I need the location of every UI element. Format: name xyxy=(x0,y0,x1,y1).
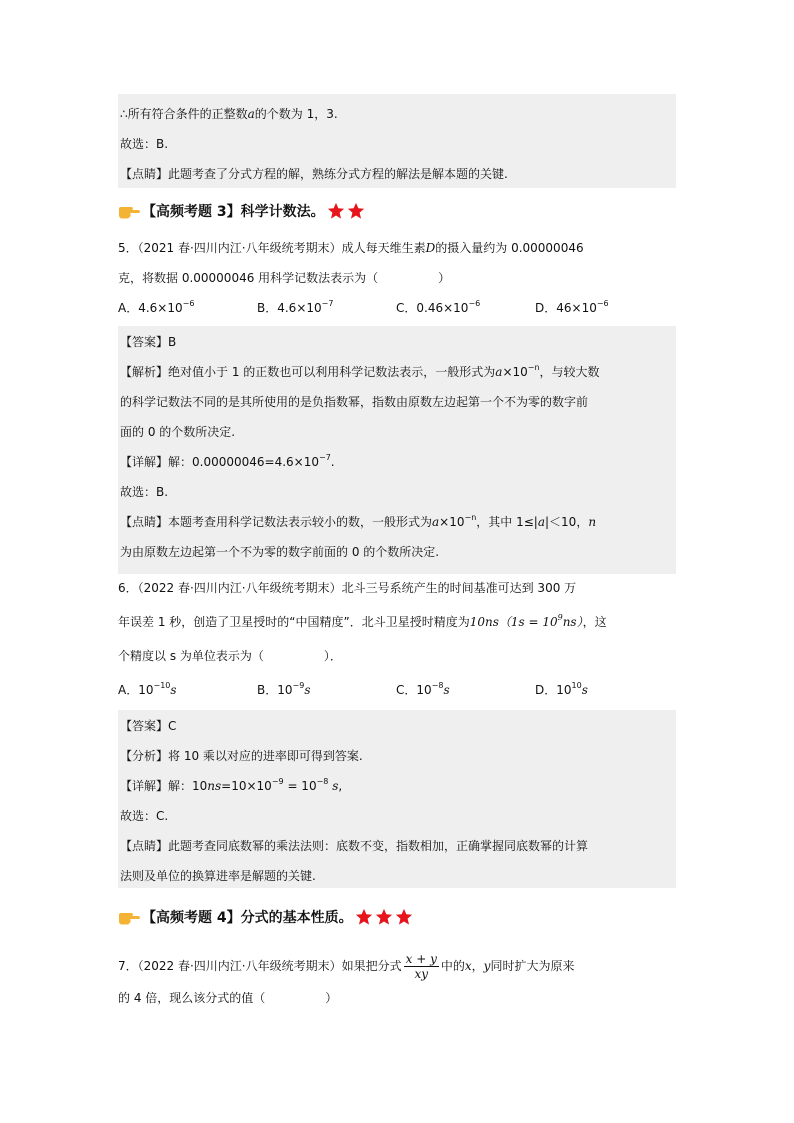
text: . xyxy=(330,455,335,469)
option-label: C． xyxy=(396,301,417,315)
exponent: −7 xyxy=(319,453,331,462)
text: 7．（2022 春·四川内江·八年级统考期末）如果把分式 xyxy=(118,959,402,973)
text: ∴所有符合条件的正整数 xyxy=(120,107,248,121)
star-icon xyxy=(395,908,413,926)
option-c xyxy=(396,680,535,700)
star-icon xyxy=(375,908,393,926)
option-value: 10 xyxy=(416,683,432,697)
text: 的个数为 1，3. xyxy=(254,107,338,121)
fraction xyxy=(404,952,439,981)
question-5-line-1 xyxy=(118,238,676,258)
pointing-hand-icon xyxy=(118,203,140,219)
option-label: B． xyxy=(257,683,278,697)
exponent: −n xyxy=(527,363,540,372)
exponent: −n xyxy=(464,513,477,522)
detail-line xyxy=(118,452,678,472)
exponent: −6 xyxy=(182,299,195,308)
variable: x xyxy=(464,959,472,973)
text: 5．（2021 春·四川内江·八年级统考期末）成人每天维生素 xyxy=(118,241,426,255)
text: ，与较大数 xyxy=(539,365,600,379)
question-5-options xyxy=(118,298,676,318)
exponent: −7 xyxy=(321,299,334,308)
section-title: 【高频考题 4】分式的基本性质。 xyxy=(142,910,353,926)
text: 【详解】解：0.00000046=4.6×10 xyxy=(120,455,319,469)
comment-line-2: 为由原数左边起第一个不为零的数字前面的 0 的个数所决定. xyxy=(120,545,440,559)
exponent: −10 xyxy=(153,681,171,690)
option-c xyxy=(396,298,535,318)
unit: s xyxy=(328,779,339,793)
option-value: 0.46×10 xyxy=(416,301,469,315)
text: ×10 xyxy=(502,365,528,379)
option-label: D． xyxy=(535,683,557,697)
unit: s xyxy=(443,683,450,697)
exponent: 10 xyxy=(571,681,582,690)
text: ，这 xyxy=(582,615,607,629)
comment-line-1: 【点睛】此题考查同底数幂的乘法法则：底数不变，指数相加，正确掌握同底数幂的计算 xyxy=(120,839,589,853)
comment-line-1 xyxy=(118,512,678,532)
exponent: −9 xyxy=(292,681,305,690)
text: , xyxy=(338,779,343,793)
variable: D xyxy=(425,241,436,255)
option-label: A． xyxy=(118,683,139,697)
analysis-line-2: 的科学记数法不同的是其所使用的是负指数幂，指数由原数左边起第一个不为零的数字前 xyxy=(120,395,589,409)
option-value: 10 xyxy=(138,683,154,697)
question-6-line-2 xyxy=(118,612,676,632)
text: =10×10 xyxy=(221,779,272,793)
option-value: 4.6×10 xyxy=(277,301,322,315)
question-6-line-1: 6．（2022 春·四川内江·八年级统考期末）北斗三号系统产生的时间基准可达到 300 万 xyxy=(118,581,577,595)
solution-block-q6 xyxy=(118,710,676,888)
answer-line: 【答案】C xyxy=(120,719,177,733)
detail-line xyxy=(118,776,678,796)
choice-line: 故选：B. xyxy=(120,485,169,499)
question-7-line-2: 的 4 倍，现么该分式的值（ ） xyxy=(118,991,338,1005)
variable: y xyxy=(483,959,491,973)
text: ×10 xyxy=(439,515,465,529)
text: 【点睛】本题考查用科学记数法表示较小的数，一般形式为 xyxy=(120,515,433,529)
text: |＜10， xyxy=(545,515,589,529)
exponent: −6 xyxy=(596,299,609,308)
text: 【解析】绝对值小于 1 的正数也可以利用科学记数法表示，一般形式为 xyxy=(120,365,496,379)
exponent: −8 xyxy=(316,777,329,786)
exponent: −9 xyxy=(271,777,284,786)
unit: s xyxy=(581,683,588,697)
exponent: 9 xyxy=(557,613,563,622)
text: ns） xyxy=(562,615,583,629)
option-a xyxy=(118,680,257,700)
choice-line: 故选：C. xyxy=(120,809,169,823)
variable: a xyxy=(495,365,503,379)
variable: a xyxy=(432,515,440,529)
analysis-line: 【分析】将 10 乘以对应的进率即可得到答案. xyxy=(120,749,363,763)
answer-line: 【答案】B xyxy=(120,335,177,349)
text: 【详解】解：10 xyxy=(120,779,208,793)
math-expression xyxy=(470,615,583,629)
star-icon xyxy=(327,202,345,220)
text: ，其中 1≤| xyxy=(476,515,538,529)
exponent: −6 xyxy=(468,299,481,308)
option-value: 4.6×10 xyxy=(138,301,183,315)
text-line xyxy=(118,104,678,124)
section-heading-3 xyxy=(118,198,365,224)
variable: n xyxy=(588,515,597,529)
option-value: 10 xyxy=(556,683,572,697)
comment-line-2: 法则及单位的换算进率是解题的关键. xyxy=(120,869,316,883)
section-title: 【高频考题 3】科学计数法。 xyxy=(142,204,325,220)
option-d xyxy=(535,298,674,318)
option-label: D． xyxy=(535,301,557,315)
text: 10ns（1s = 10 xyxy=(469,615,558,629)
option-label: B． xyxy=(257,301,278,315)
text: 的摄入量约为 0.00000046 xyxy=(435,241,584,255)
unit: s xyxy=(304,683,311,697)
text: ， xyxy=(471,959,484,973)
unit: ns xyxy=(207,779,222,793)
star-icon xyxy=(347,202,365,220)
text: = 10 xyxy=(283,779,317,793)
question-6-line-3: 个精度以 s 为单位表示为（ ）． xyxy=(118,649,342,663)
question-5-line-2: 克，将数据 0.00000046 用科学记数法表示为（ ） xyxy=(118,271,451,285)
option-value: 46×10 xyxy=(556,301,597,315)
choice-line: 故选：B. xyxy=(120,137,169,151)
text: 中的 xyxy=(440,959,465,973)
question-7-line-1 xyxy=(118,948,676,984)
analysis-line-1 xyxy=(118,362,678,382)
numerator: x + y xyxy=(405,952,437,966)
option-label: C． xyxy=(396,683,417,697)
option-a xyxy=(118,298,257,318)
comment-line: 【点睛】此题考查了分式方程的解，熟练分式方程的解法是解本题的关键. xyxy=(120,167,508,181)
section-heading-4 xyxy=(118,904,413,930)
question-6-options xyxy=(118,680,676,700)
exponent: −8 xyxy=(431,681,444,690)
variable: a xyxy=(247,107,255,121)
option-label: A． xyxy=(118,301,139,315)
denominator: xy xyxy=(414,967,429,981)
option-value: 10 xyxy=(277,683,293,697)
analysis-line-3: 面的 0 的个数所决定. xyxy=(120,425,236,439)
option-d xyxy=(535,680,674,700)
option-b xyxy=(257,680,396,700)
pointing-hand-icon xyxy=(118,909,140,925)
text: 年误差 1 秒，创造了卫星授时的“中国精度”．北斗卫星授时精度为 xyxy=(118,615,470,629)
text: 同时扩大为原来 xyxy=(490,959,575,973)
star-icon xyxy=(355,908,373,926)
unit: s xyxy=(170,683,177,697)
variable: a xyxy=(537,515,545,529)
option-b xyxy=(257,298,396,318)
